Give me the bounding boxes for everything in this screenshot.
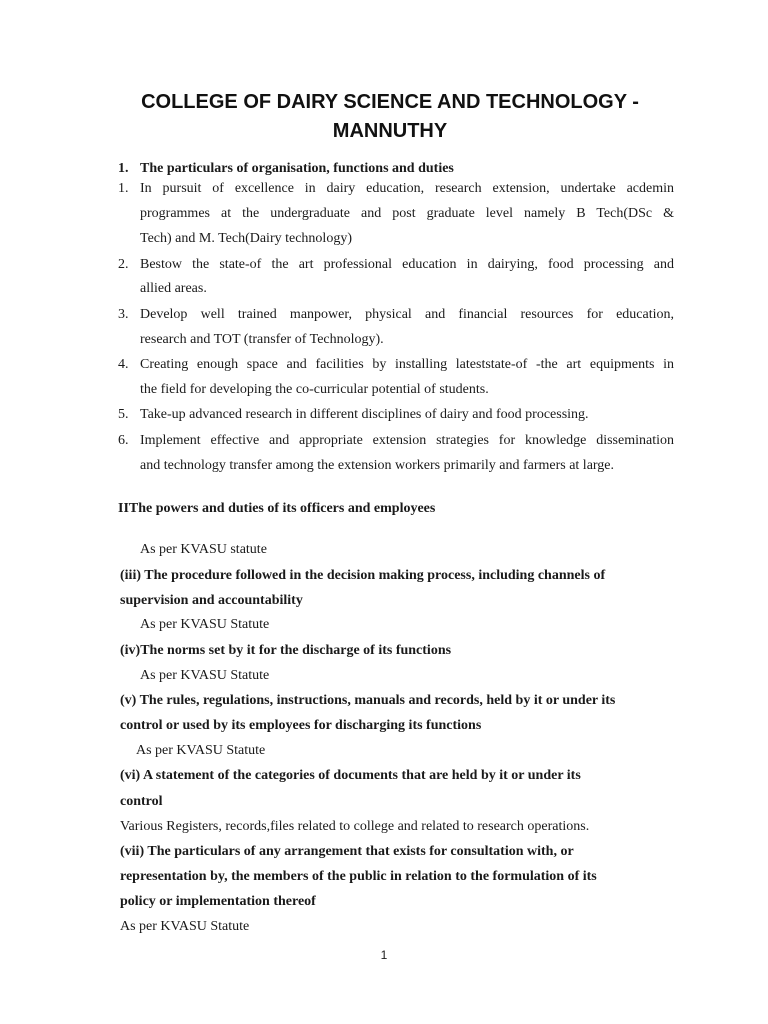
section6-heading-line: control [120,794,163,809]
item-line: programmes at the undergraduate and post graduate level namely B Tech(DSc & [140,206,674,221]
item-line: the field for developing the co-curricular potential of students. [140,382,489,397]
item-line: research and TOT (transfer of Technology). [140,332,384,347]
section4-body: As per KVASU Statute [140,668,270,683]
title-line-1: COLLEGE OF DAIRY SCIENCE AND TECHNOLOGY - [141,91,639,113]
page-title [100,88,680,146]
section7-body: As per KVASU Statute [120,919,250,934]
page-number: 1 [380,948,388,962]
item-number: 6. [118,433,129,448]
title-line-2: MANNUTHY [332,120,448,142]
section5-body: As per KVASU Statute [136,743,266,758]
item-line: Tech) and M. Tech(Dairy technology) [140,231,352,246]
section3-heading-line: (iii) The procedure followed in the decision making process, including channels of [120,568,606,583]
section6-body: Various Registers, records,files related to college and related to research operations. [120,819,590,834]
item-line: allied areas. [140,281,207,296]
section3-body: As per KVASU Statute [140,617,270,632]
section4-heading: (iv)The norms set by it for the discharge of its functions [120,643,452,658]
section2-body: As per KVASU statute [140,542,267,557]
item-line: Implement effective and appropriate extension strategies for knowledge dissemination [140,433,674,448]
section1-heading: The particulars of organisation, functions and duties [140,161,454,176]
item-line: and technology transfer among the extension workers primarily and farmers at large. [140,458,615,473]
section3-heading-line: supervision and accountability [120,593,303,608]
section5-heading-line: control or used by its employees for discharging its functions [120,718,482,733]
section6-heading-line: (vi) A statement of the categories of documents that are held by it or under its [120,768,581,783]
item-line: In pursuit of excellence in dairy education, research extension, undertake acdemin [140,181,674,196]
item-line: Bestow the state-of the art professional education in dairying, food processing and [140,257,674,272]
item-number: 2. [118,257,129,272]
item-number: 1. [118,181,129,196]
item-line: Develop well trained manpower, physical and financial resources for education, [140,307,674,322]
section7-heading-line: policy or implementation thereof [120,894,316,909]
section7-heading-line: representation by, the members of the public in relation to the formulation of its [120,869,597,884]
section2-heading: IIThe powers and duties of its officers and employees [118,501,436,516]
item-number: 5. [118,407,129,422]
item-line: Creating enough space and facilities by installing lateststate-of -the art equipments in [140,357,674,372]
section7-heading-line: (vii) The particulars of any arrangement that exists for consultation with, or [120,844,574,859]
item-number: 3. [118,307,129,322]
item-number: 4. [118,357,129,372]
section5-heading-line: (v) The rules, regulations, instructions, manuals and records, held by it or under its [120,693,616,708]
item-line: Take-up advanced research in different disciplines of dairy and food processing. [140,407,589,422]
section1-number: 1. [118,161,129,176]
